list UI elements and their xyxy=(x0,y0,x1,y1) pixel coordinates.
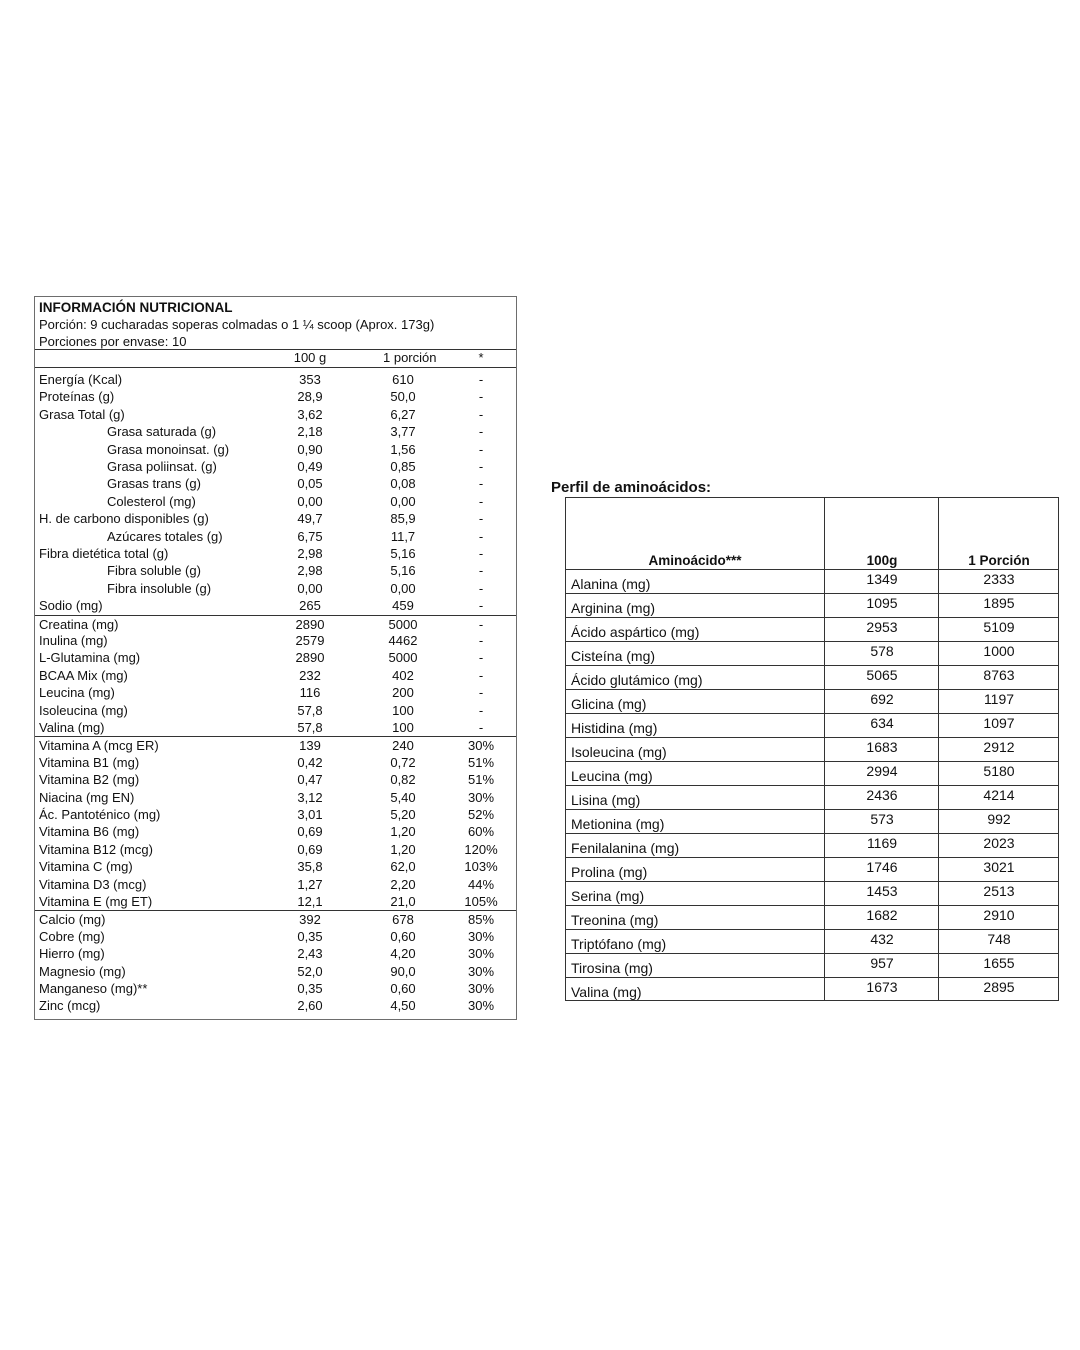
value-portion: 21,0 xyxy=(390,894,416,909)
servings-text: Porciones por envase: 10 xyxy=(39,334,187,349)
nutrition-row xyxy=(35,963,516,980)
value-percent: - xyxy=(478,372,484,387)
value-percent: - xyxy=(478,389,484,405)
amino-value-100g: 692 xyxy=(870,691,894,707)
value-100g: 57,8 xyxy=(297,720,323,735)
value-100g: 0,42 xyxy=(297,754,323,770)
value-portion: 0,08 xyxy=(390,476,416,492)
header-portion: 1 porción xyxy=(383,350,437,365)
amino-header-portion: 1 Porción xyxy=(968,553,1030,568)
nutrition-row xyxy=(35,458,516,475)
amino-value-100g: 432 xyxy=(870,931,894,947)
nutrition-row xyxy=(35,684,516,701)
amino-value-portion: 1000 xyxy=(983,643,1015,659)
amino-value-100g: 1453 xyxy=(866,883,898,899)
nutrition-row xyxy=(35,789,516,806)
amino-name: Alanina (mg) xyxy=(571,576,651,592)
value-percent: - xyxy=(478,546,484,561)
nutrient-name: Grasa saturada (g) xyxy=(107,424,217,440)
nutrient-name: Vitamina C (mg) xyxy=(39,859,133,875)
value-100g: 0,35 xyxy=(297,928,323,944)
value-portion: 5,40 xyxy=(390,789,416,805)
value-100g: 6,75 xyxy=(297,528,323,544)
value-100g: 0,00 xyxy=(297,580,323,596)
value-100g: 28,9 xyxy=(297,389,323,405)
amino-value-portion: 2895 xyxy=(983,979,1015,995)
value-100g: 2,98 xyxy=(297,546,323,561)
value-portion: 50,0 xyxy=(390,389,416,405)
value-100g: 0,49 xyxy=(297,459,323,474)
value-portion: 5000 xyxy=(388,650,418,666)
value-100g: 0,35 xyxy=(297,981,323,996)
value-percent: 30% xyxy=(467,981,495,996)
amino-value-portion: 1197 xyxy=(983,691,1015,707)
value-portion: 0,60 xyxy=(390,981,416,996)
nutrition-row xyxy=(35,980,516,997)
nutrient-name: Colesterol (mg) xyxy=(107,493,196,509)
nutrient-name: Fibra soluble (g) xyxy=(107,563,201,579)
nutrient-name: Vitamina B6 (mg) xyxy=(39,824,140,840)
value-percent: 120% xyxy=(464,841,498,857)
value-percent: - xyxy=(478,580,484,596)
nutrient-name: Grasa Total (g) xyxy=(39,406,125,422)
nutrient-name: Leucina (mg) xyxy=(39,685,115,701)
amino-row xyxy=(566,618,1058,642)
amino-name: Triptófano (mg) xyxy=(571,936,667,952)
nutrition-row xyxy=(35,945,516,962)
nutrition-row xyxy=(35,441,516,458)
nutrient-name: Grasa poliinsat. (g) xyxy=(107,459,217,474)
value-100g: 2890 xyxy=(295,650,325,666)
amino-row xyxy=(566,570,1058,594)
value-portion: 4,20 xyxy=(390,946,416,962)
nutrient-name: Calcio (mg) xyxy=(39,912,106,928)
value-portion: 90,0 xyxy=(390,963,416,979)
value-portion: 459 xyxy=(392,598,414,614)
amino-value-portion: 2023 xyxy=(983,835,1015,851)
value-percent: - xyxy=(478,424,484,440)
amino-value-100g: 2994 xyxy=(866,763,898,779)
value-portion: 5,16 xyxy=(390,546,416,561)
nutrition-row xyxy=(35,371,516,388)
nutrition-row xyxy=(35,823,516,840)
nutrition-row xyxy=(35,649,516,666)
amino-name: Leucina (mg) xyxy=(571,768,653,784)
nutrient-name: Creatina (mg) xyxy=(39,616,119,632)
amino-value-portion: 3021 xyxy=(983,859,1015,875)
nutrition-row xyxy=(35,423,516,440)
value-portion: 0,60 xyxy=(390,928,416,944)
nutrient-name: Vitamina B2 (mg) xyxy=(39,772,140,788)
amino-name: Histidina (mg) xyxy=(571,720,658,736)
amino-value-portion: 1655 xyxy=(983,955,1015,971)
value-percent: 105% xyxy=(464,894,498,909)
nutrition-row xyxy=(35,510,516,527)
value-portion: 3,77 xyxy=(390,424,416,440)
value-100g: 392 xyxy=(299,912,321,928)
amino-value-portion: 1895 xyxy=(983,595,1015,611)
value-percent: - xyxy=(478,459,484,474)
nutrition-row xyxy=(35,388,516,405)
nutrient-name: BCAA Mix (mg) xyxy=(39,667,128,683)
amino-row xyxy=(566,714,1058,738)
amino-name: Serina (mg) xyxy=(571,888,645,904)
amino-row xyxy=(566,594,1058,618)
amino-row xyxy=(566,882,1058,906)
value-percent: 51% xyxy=(467,754,495,770)
nutrition-row xyxy=(35,754,516,771)
value-percent: - xyxy=(478,511,484,527)
value-portion: 5,20 xyxy=(390,807,416,822)
amino-title: Perfil de aminoácidos: xyxy=(551,479,712,496)
nutrient-name: Sodio (mg) xyxy=(39,598,103,614)
amino-name: Cisteína (mg) xyxy=(571,648,656,664)
amino-value-100g: 2436 xyxy=(866,787,898,803)
value-100g: 1,27 xyxy=(297,876,323,892)
value-portion: 100 xyxy=(392,702,414,718)
value-percent: 30% xyxy=(467,738,495,754)
value-100g: 0,69 xyxy=(297,841,323,857)
value-100g: 3,12 xyxy=(297,789,323,805)
value-percent: 30% xyxy=(467,928,495,944)
amino-name: Fenilalanina (mg) xyxy=(571,840,680,856)
value-portion: 1,20 xyxy=(390,841,416,857)
value-portion: 1,56 xyxy=(390,441,416,457)
value-100g: 49,7 xyxy=(297,511,323,527)
amino-row xyxy=(566,834,1058,858)
value-percent: - xyxy=(478,702,484,718)
nutrient-name: Vitamina B12 (mcg) xyxy=(39,841,153,857)
header-percent: * xyxy=(478,350,484,365)
amino-value-portion: 2333 xyxy=(983,571,1015,587)
value-percent: - xyxy=(478,667,484,683)
value-percent: - xyxy=(478,528,484,544)
header-100g: 100 g xyxy=(293,350,327,365)
value-portion: 0,72 xyxy=(390,754,416,770)
value-100g: 139 xyxy=(299,738,321,754)
nutrition-header-row xyxy=(35,349,516,368)
value-100g: 3,62 xyxy=(297,406,323,422)
amino-row xyxy=(566,690,1058,714)
amino-name: Tirosina (mg) xyxy=(571,960,653,976)
nutrient-name: Proteínas (g) xyxy=(39,389,115,405)
value-100g: 2890 xyxy=(295,616,325,632)
value-portion: 85,9 xyxy=(390,511,416,527)
value-portion: 11,7 xyxy=(390,528,416,544)
amino-value-portion: 5109 xyxy=(983,619,1015,635)
nutrient-name: Valina (mg) xyxy=(39,720,105,735)
nutrient-name: Cobre (mg) xyxy=(39,928,105,944)
nutrition-row xyxy=(35,493,516,510)
amino-value-100g: 1673 xyxy=(866,979,898,995)
amino-row xyxy=(566,762,1058,786)
value-portion: 62,0 xyxy=(390,859,416,875)
nutrition-row xyxy=(35,928,516,945)
value-100g: 0,05 xyxy=(297,476,323,492)
value-percent: 103% xyxy=(464,859,498,875)
nutrition-row xyxy=(35,997,516,1014)
nutrition-row xyxy=(35,771,516,788)
value-100g: 0,69 xyxy=(297,824,323,840)
value-percent: - xyxy=(478,493,484,509)
amino-name: Glicina (mg) xyxy=(571,696,647,712)
nutrition-row xyxy=(35,841,516,858)
nutrient-name: Manganeso (mg)** xyxy=(39,981,148,996)
amino-name: Treonina (mg) xyxy=(571,912,659,928)
value-percent: - xyxy=(478,406,484,422)
nutrient-name: Vitamina A (mcg ER) xyxy=(39,738,159,754)
amino-name: Isoleucina (mg) xyxy=(571,744,667,760)
amino-value-portion: 2912 xyxy=(983,739,1015,755)
value-100g: 57,8 xyxy=(297,702,323,718)
nutrient-name: Grasa monoinsat. (g) xyxy=(107,441,230,457)
value-percent: - xyxy=(478,633,484,648)
value-portion: 1,20 xyxy=(390,824,416,840)
nutrition-row xyxy=(35,858,516,875)
amino-value-portion: 1097 xyxy=(983,715,1015,731)
nutrition-row xyxy=(35,876,516,893)
amino-row xyxy=(566,930,1058,954)
amino-row xyxy=(566,738,1058,762)
amino-value-100g: 1682 xyxy=(866,907,898,923)
nutrient-name: Ác. Pantoténico (mg) xyxy=(39,807,161,822)
value-100g: 2,43 xyxy=(297,946,323,962)
amino-value-100g: 1095 xyxy=(866,595,898,611)
amino-value-portion: 2513 xyxy=(983,883,1015,899)
nutrient-name: Magnesio (mg) xyxy=(39,963,126,979)
amino-name: Lisina (mg) xyxy=(571,792,641,808)
nutrition-row xyxy=(35,632,516,649)
value-percent: - xyxy=(478,563,484,579)
value-100g: 3,01 xyxy=(297,807,323,822)
value-portion: 4,50 xyxy=(390,998,416,1014)
amino-value-100g: 573 xyxy=(870,811,894,827)
amino-value-100g: 634 xyxy=(870,715,894,731)
value-100g: 2,18 xyxy=(297,424,323,440)
value-100g: 116 xyxy=(299,685,321,701)
value-100g: 2,98 xyxy=(297,563,323,579)
amino-row xyxy=(566,642,1058,666)
nutrient-name: Energía (Kcal) xyxy=(39,372,123,387)
value-100g: 265 xyxy=(299,598,321,614)
amino-value-portion: 748 xyxy=(987,931,1011,947)
nutrition-row xyxy=(35,562,516,579)
nutrition-row xyxy=(35,580,516,597)
nutrition-row xyxy=(35,910,516,927)
value-percent: 51% xyxy=(467,772,495,788)
amino-row xyxy=(566,858,1058,882)
value-percent: 30% xyxy=(467,998,495,1014)
value-100g: 0,00 xyxy=(297,493,323,509)
amino-value-portion: 992 xyxy=(987,811,1011,827)
value-portion: 0,85 xyxy=(390,459,416,474)
nutrition-title: INFORMACIÓN NUTRICIONAL xyxy=(39,300,233,315)
nutrition-row xyxy=(35,702,516,719)
nutrient-name: Vitamina E (mg ET) xyxy=(39,894,153,909)
value-portion: 240 xyxy=(392,738,414,754)
value-percent: - xyxy=(478,598,484,614)
portion-text: Porción: 9 cucharadas soperas colmadas o 1 ¼ scoop (Aprox. 173g) xyxy=(39,317,435,332)
value-100g: 353 xyxy=(299,372,321,387)
nutrient-name: Fibra dietética total (g) xyxy=(39,546,169,561)
amino-header-row xyxy=(566,498,1058,570)
nutrient-name: Isoleucina (mg) xyxy=(39,702,128,718)
value-percent: - xyxy=(478,650,484,666)
value-portion: 4462 xyxy=(388,633,418,648)
nutrition-row xyxy=(35,806,516,823)
amino-name: Arginina (mg) xyxy=(571,600,656,616)
value-100g: 35,8 xyxy=(297,859,323,875)
amino-value-portion: 8763 xyxy=(983,667,1015,683)
amino-value-100g: 1683 xyxy=(866,739,898,755)
amino-row xyxy=(566,906,1058,930)
amino-value-100g: 2953 xyxy=(866,619,898,635)
value-portion: 0,00 xyxy=(390,493,416,509)
nutrition-row xyxy=(35,597,516,614)
value-percent: - xyxy=(478,441,484,457)
amino-value-portion: 5180 xyxy=(983,763,1015,779)
nutrition-row xyxy=(35,406,516,423)
nutrient-name: L-Glutamina (mg) xyxy=(39,650,141,666)
value-portion: 5000 xyxy=(388,616,418,632)
nutrient-name: Niacina (mg EN) xyxy=(39,789,135,805)
value-portion: 2,20 xyxy=(390,876,416,892)
amino-value-100g: 1746 xyxy=(866,859,898,875)
value-percent: - xyxy=(478,720,484,735)
value-percent: 30% xyxy=(467,946,495,962)
nutrient-name: Vitamina D3 (mcg) xyxy=(39,876,147,892)
value-percent: 60% xyxy=(467,824,495,840)
value-100g: 2,60 xyxy=(297,998,323,1014)
amino-header-name: Aminoácido*** xyxy=(648,553,742,568)
value-portion: 0,00 xyxy=(390,580,416,596)
amino-name: Valina (mg) xyxy=(571,984,642,1000)
amino-acid-table xyxy=(565,497,1059,1001)
amino-value-100g: 5065 xyxy=(866,667,898,683)
amino-value-100g: 1349 xyxy=(866,571,898,587)
value-percent: - xyxy=(478,616,484,632)
value-100g: 232 xyxy=(299,667,321,683)
amino-header-100g: 100g xyxy=(866,553,898,568)
nutrition-row xyxy=(35,545,516,562)
value-100g: 0,47 xyxy=(297,772,323,788)
nutrient-name: Azúcares totales (g) xyxy=(107,528,223,544)
value-100g: 52,0 xyxy=(297,963,323,979)
value-percent: - xyxy=(478,685,484,701)
value-percent: 30% xyxy=(467,789,495,805)
value-percent: 52% xyxy=(467,807,495,822)
nutrition-row xyxy=(35,736,516,753)
nutrient-name: Vitamina B1 (mg) xyxy=(39,754,140,770)
amino-value-portion: 4214 xyxy=(983,787,1015,803)
nutrient-name: Fibra insoluble (g) xyxy=(107,580,212,596)
nutrition-row xyxy=(35,719,516,736)
value-portion: 100 xyxy=(392,720,414,735)
nutrition-facts-table xyxy=(34,296,517,1020)
value-percent: 30% xyxy=(467,963,495,979)
nutrition-row xyxy=(35,528,516,545)
value-percent: 44% xyxy=(467,876,495,892)
value-100g: 12,1 xyxy=(297,894,323,909)
amino-value-100g: 1169 xyxy=(866,835,898,851)
amino-value-portion: 2910 xyxy=(983,907,1015,923)
nutrient-name: Hierro (mg) xyxy=(39,946,105,962)
value-100g: 0,90 xyxy=(297,441,323,457)
value-100g: 2579 xyxy=(295,633,325,648)
nutrient-name: Zinc (mcg) xyxy=(39,998,101,1014)
nutrient-name: H. de carbono disponibles (g) xyxy=(39,511,209,527)
nutrient-name: Inulina (mg) xyxy=(39,633,108,648)
amino-value-100g: 957 xyxy=(870,955,894,971)
value-portion: 5,16 xyxy=(390,563,416,579)
value-percent: - xyxy=(478,476,484,492)
amino-row xyxy=(566,810,1058,834)
amino-name: Ácido aspártico (mg) xyxy=(571,624,700,640)
amino-row xyxy=(566,978,1058,1002)
nutrient-name: Grasas trans (g) xyxy=(107,476,201,492)
amino-row xyxy=(566,954,1058,978)
value-percent: 85% xyxy=(467,912,495,928)
amino-name: Metionina (mg) xyxy=(571,816,665,832)
amino-row xyxy=(566,666,1058,690)
nutrition-row xyxy=(35,615,516,632)
value-portion: 610 xyxy=(392,372,414,387)
nutrition-row xyxy=(35,893,516,910)
value-portion: 678 xyxy=(392,912,414,928)
amino-value-100g: 578 xyxy=(870,643,894,659)
amino-name: Prolina (mg) xyxy=(571,864,648,880)
value-portion: 402 xyxy=(392,667,414,683)
nutrition-row xyxy=(35,667,516,684)
nutrition-row xyxy=(35,475,516,492)
value-portion: 6,27 xyxy=(390,406,416,422)
value-portion: 0,82 xyxy=(390,772,416,788)
amino-name: Ácido glutámico (mg) xyxy=(571,672,703,688)
value-portion: 200 xyxy=(392,685,414,701)
amino-row xyxy=(566,786,1058,810)
